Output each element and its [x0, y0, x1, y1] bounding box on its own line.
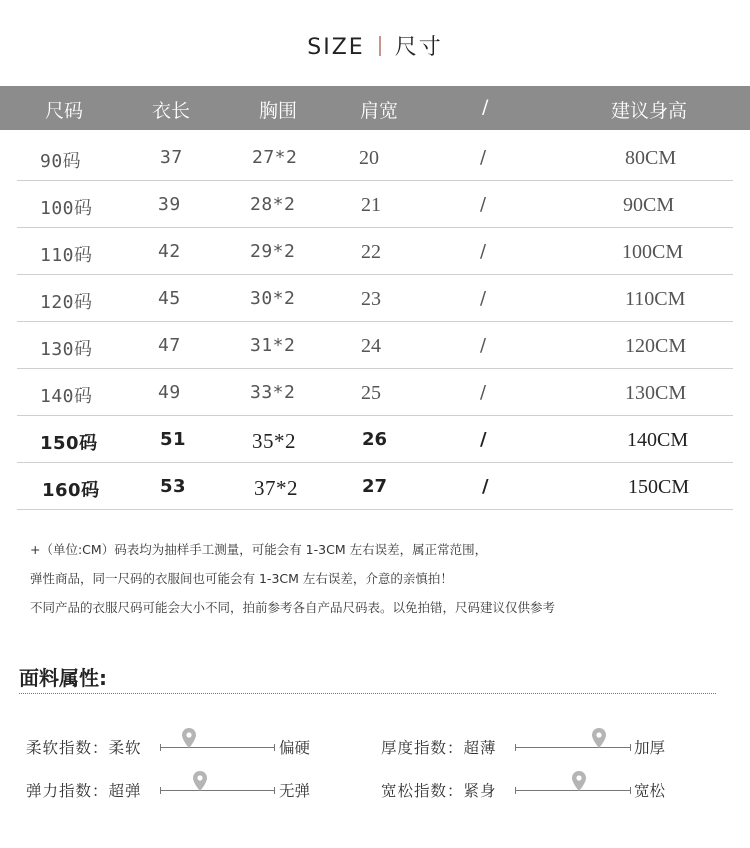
attribute-label: 弹力指数：超弹 — [26, 782, 142, 800]
cell-chest: 35*2 — [252, 429, 296, 453]
cell-length: 49 — [158, 382, 181, 403]
table-row — [17, 463, 733, 510]
attribute-right-label: 无弹 — [279, 782, 311, 800]
looseness-attribute — [381, 779, 681, 803]
header-chest: 胸围 — [259, 100, 298, 122]
header-slash: / — [482, 96, 489, 118]
title-english: SIZE — [307, 35, 365, 60]
level-slider — [160, 790, 275, 791]
cell-slash: / — [480, 382, 487, 403]
attribute-right-label: 偏硬 — [279, 739, 311, 757]
cell-size: 110码 — [40, 245, 93, 266]
map-pin-icon — [193, 771, 207, 791]
map-pin-icon — [592, 728, 606, 748]
cell-slash: / — [480, 335, 487, 356]
table-row — [17, 134, 733, 181]
header-size: 尺码 — [45, 100, 84, 122]
cell-size: 160码 — [42, 480, 100, 501]
cell-height: 100CM — [622, 241, 684, 263]
softness-attribute — [26, 736, 326, 760]
cell-height: 120CM — [625, 335, 687, 357]
cell-shoulder: 25 — [361, 382, 381, 404]
cell-chest: 30*2 — [250, 288, 296, 309]
table-row — [17, 369, 733, 416]
page-title — [0, 30, 750, 61]
attribute-label: 柔软指数：柔软 — [26, 739, 142, 757]
cell-shoulder: 21 — [361, 194, 381, 216]
cell-chest: 27*2 — [252, 147, 298, 168]
table-row — [17, 416, 733, 463]
table-row — [17, 322, 733, 369]
cell-size: 100码 — [40, 198, 93, 219]
level-slider — [515, 790, 631, 791]
cell-slash: / — [480, 147, 487, 168]
cell-chest: 31*2 — [250, 335, 296, 356]
cell-chest: 29*2 — [250, 241, 296, 262]
cell-slash: / — [480, 241, 487, 262]
header-height: 建议身高 — [611, 100, 688, 122]
cell-size: 150码 — [40, 433, 98, 454]
cell-shoulder: 22 — [361, 241, 381, 263]
fabric-section-title: 面料属性: — [19, 666, 107, 690]
cell-size: 90码 — [40, 151, 82, 172]
cell-length: 42 — [158, 241, 181, 262]
cell-length: 39 — [158, 194, 181, 215]
table-row — [17, 181, 733, 228]
cell-size: 140码 — [40, 386, 93, 407]
cell-size: 130码 — [40, 339, 93, 360]
level-slider — [160, 747, 275, 748]
cell-slash: / — [482, 476, 489, 497]
note-line: +（单位:CM）码表均为抽样手工测量，可能会有 1-3CM 左右误差，属正常范围， — [30, 542, 488, 557]
elasticity-attribute — [26, 779, 326, 803]
cell-length: 45 — [158, 288, 181, 309]
cell-slash: / — [480, 429, 487, 450]
cell-length: 53 — [160, 476, 187, 497]
title-divider — [379, 36, 381, 56]
cell-length: 51 — [160, 429, 187, 450]
cell-height: 90CM — [623, 194, 675, 216]
header-length: 衣长 — [152, 100, 191, 122]
cell-shoulder: 20 — [359, 147, 379, 169]
cell-height: 140CM — [627, 429, 689, 451]
cell-height: 130CM — [625, 382, 687, 404]
size-table-header — [0, 86, 750, 130]
cell-shoulder: 23 — [361, 288, 381, 310]
header-shoulder: 肩宽 — [360, 100, 399, 122]
map-pin-icon — [182, 728, 196, 748]
measurement-notes — [30, 540, 555, 627]
table-row — [17, 228, 733, 275]
attribute-label: 厚度指数：超薄 — [381, 739, 497, 757]
cell-height: 150CM — [628, 476, 690, 498]
cell-chest: 28*2 — [250, 194, 296, 215]
cell-height: 110CM — [625, 288, 686, 310]
attribute-right-label: 宽松 — [634, 782, 666, 800]
cell-length: 47 — [158, 335, 181, 356]
cell-chest: 37*2 — [254, 476, 298, 500]
level-slider — [515, 747, 631, 748]
section-divider — [19, 693, 716, 694]
map-pin-icon — [572, 771, 586, 791]
attribute-right-label: 加厚 — [634, 739, 666, 757]
note-line: 弹性商品，同一尺码的衣服间也可能会有 1-3CM 左右误差，介意的亲慎拍！ — [30, 571, 453, 586]
cell-slash: / — [480, 288, 487, 309]
attribute-label: 宽松指数：紧身 — [381, 782, 497, 800]
cell-slash: / — [480, 194, 487, 215]
cell-height: 80CM — [625, 147, 677, 169]
cell-chest: 33*2 — [250, 382, 296, 403]
title-chinese: 尺寸 — [394, 35, 443, 60]
cell-size: 120码 — [40, 292, 93, 313]
thickness-attribute — [381, 736, 681, 760]
cell-shoulder: 27 — [362, 476, 388, 497]
cell-shoulder: 24 — [361, 335, 381, 357]
note-line: 不同产品的衣服尺码可能会大小不同，拍前参考各自产品尺码表。以免拍错，尺码建议仅供参考 — [30, 600, 556, 615]
table-row — [17, 275, 733, 322]
cell-shoulder: 26 — [362, 429, 388, 450]
cell-length: 37 — [160, 147, 183, 168]
